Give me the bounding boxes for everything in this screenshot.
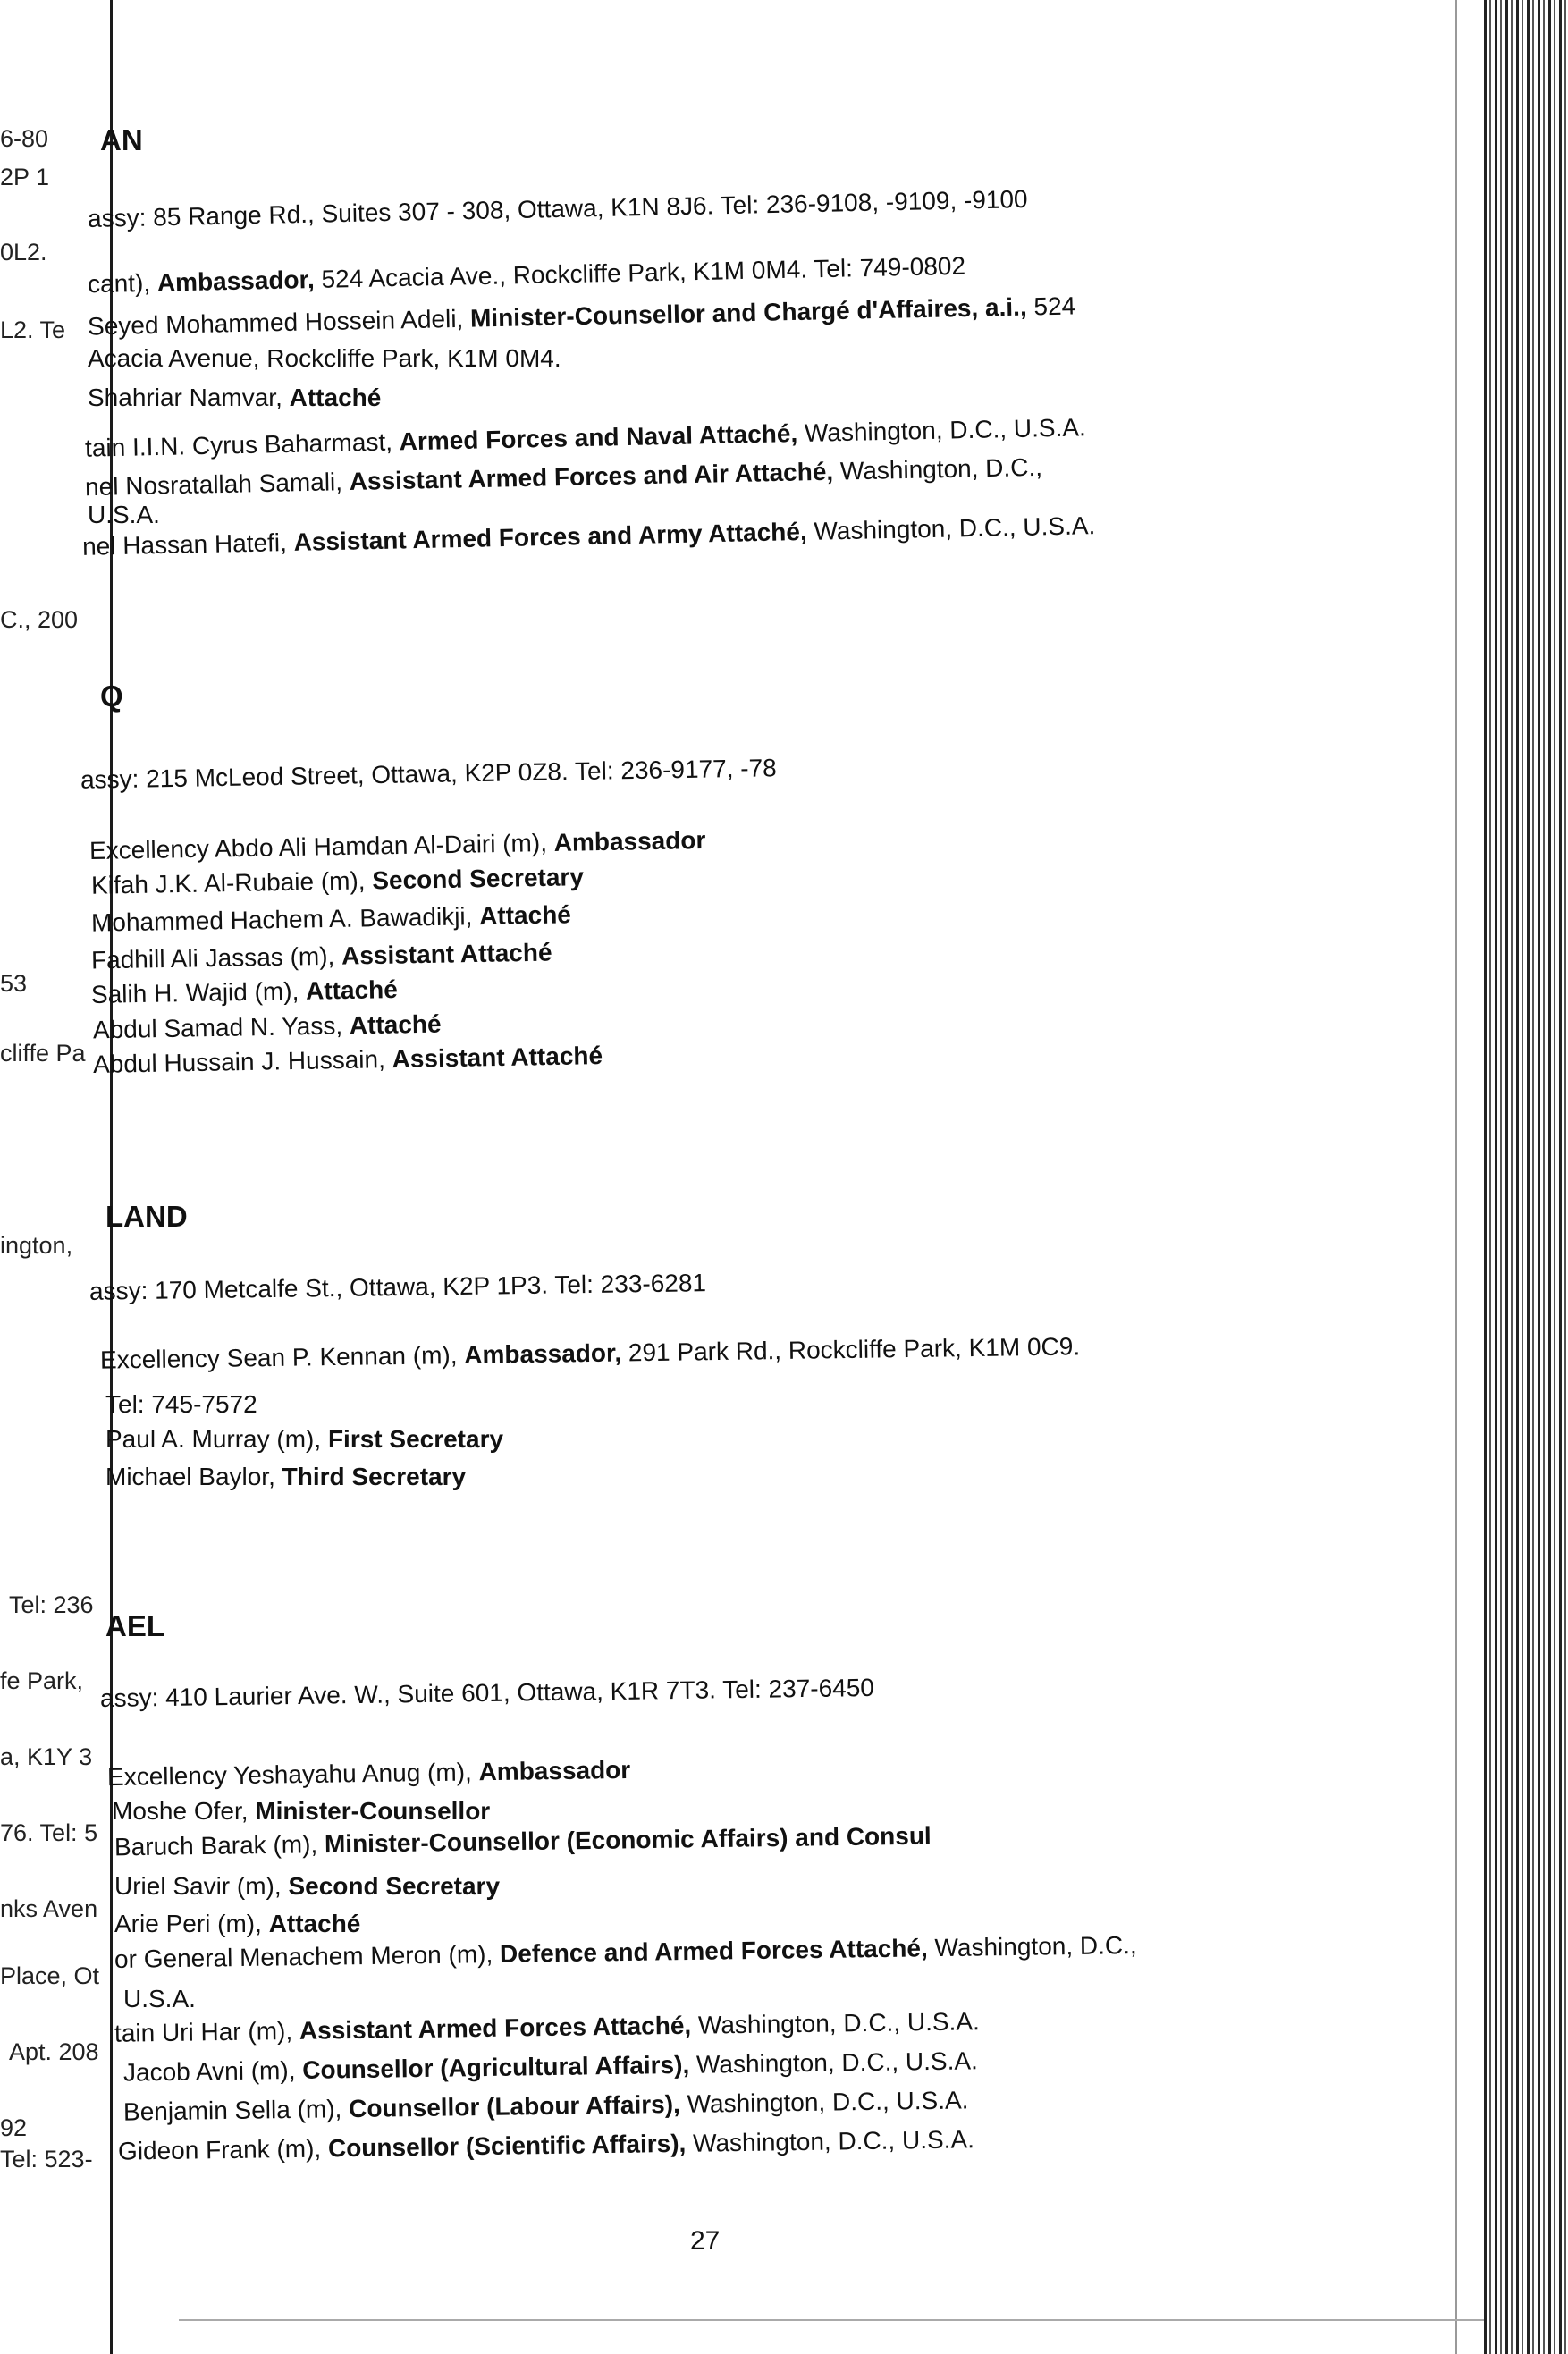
staff-entry: Salih H. Wajid (m), Attaché xyxy=(90,975,399,1008)
staff-entry: U.S.A. xyxy=(88,501,160,528)
embassy-address: assy: 170 Metcalfe St., Ottawa, K2P 1P3. Tel: 233-6281 xyxy=(89,1269,707,1305)
staff-entry: Uriel Savir (m), Second Secretary xyxy=(114,1872,501,1900)
left-fragment: fe Park, xyxy=(0,1667,84,1694)
staff-entry: Shahriar Namvar, Attaché xyxy=(88,384,382,411)
country-heading: LAND xyxy=(105,1200,188,1233)
page-edge-line xyxy=(1455,0,1457,2354)
staff-entry: Excellency Sean P. Kennan (m), Ambassador, 291 Park Rd., Rockcliffe Park, K1M 0C9. xyxy=(99,1332,1081,1374)
country-heading: AN xyxy=(100,123,143,156)
left-fragment: Apt. 208 xyxy=(9,2038,99,2065)
staff-entry: tain I.I.N. Cyrus Baharmast, Armed Forces and Naval Attaché, Washington, D.C., U.S.A. xyxy=(84,413,1087,462)
staff-entry: Mohammed Hachem A. Bawadikji, Attaché xyxy=(90,900,572,937)
left-fragment: C., 200 xyxy=(0,606,79,633)
staff-entry: or General Menachem Meron (m), Defence and Armed Forces Attaché, Washington, D.C., xyxy=(114,1931,1137,1973)
page-bottom-edge xyxy=(179,2319,1484,2321)
left-fragment: 76. Tel: 5 xyxy=(0,1819,98,1846)
left-fragment: 53 xyxy=(0,970,28,997)
staff-entry: Benjamin Sella (m), Counsellor (Labour Affairs), Washington, D.C., U.S.A. xyxy=(122,2086,969,2126)
left-fragment: 2P 1 xyxy=(0,164,50,190)
left-fragment: 92 xyxy=(0,2114,28,2141)
staff-entry: Seyed Mohammed Hossein Adeli, Minister-Counsellor and Chargé d'Affaires, a.i., 524 xyxy=(87,291,1076,341)
staff-entry: Paul A. Murray (m), First Secretary xyxy=(105,1425,504,1453)
left-fragment: nks Aven xyxy=(0,1895,98,1922)
staff-entry: Jacob Avni (m), Counsellor (Agricultural Affairs), Washington, D.C., U.S.A. xyxy=(122,2046,979,2087)
left-fragment: cliffe Pa xyxy=(0,1040,86,1067)
staff-entry: Acacia Avenue, Rockcliffe Park, K1M 0M4. xyxy=(88,344,561,372)
staff-entry: Excellency Yeshayahu Anug (m), Ambassador xyxy=(106,1755,631,1792)
staff-entry: nel Hassan Hatefi, Assistant Armed Forces and Army Attaché, Washington, D.C., U.S.A. xyxy=(81,511,1096,561)
staff-entry: nel Nosratallah Samali, Assistant Armed Forces and Air Attaché, Washington, D.C., xyxy=(84,452,1043,502)
staff-entry: Arie Peri (m), Attaché xyxy=(114,1910,361,1937)
page-number: 27 xyxy=(690,2226,721,2256)
left-fragment: Tel: 236 xyxy=(9,1591,94,1618)
staff-entry: Michael Baylor, Third Secretary xyxy=(105,1463,467,1490)
staff-entry: Abdul Samad N. Yass, Attaché xyxy=(92,1009,442,1044)
left-fragment: a, K1Y 3 xyxy=(0,1743,93,1770)
embassy-address: assy: 215 McLeod Street, Ottawa, K2P 0Z8. Tel: 236-9177, -78 xyxy=(80,754,777,794)
page-stack-edges xyxy=(1484,0,1568,2354)
embassy-address: assy: 410 Laurier Ave. W., Suite 601, Ottawa, K1R 7T3. Tel: 237-6450 xyxy=(99,1673,875,1713)
left-fragment: 0L2. xyxy=(0,239,47,266)
left-fragment: Place, Ot xyxy=(0,1962,100,1989)
country-heading: Q xyxy=(100,679,123,713)
left-fragment: L2. Te xyxy=(0,316,66,343)
staff-entry: Excellency Abdo Ali Hamdan Al-Dairi (m), Ambassador xyxy=(89,825,706,865)
staff-entry: Gideon Frank (m), Counsellor (Scientific Affairs), Washington, D.C., U.S.A. xyxy=(117,2125,975,2165)
staff-entry: Moshe Ofer, Minister-Counsellor xyxy=(112,1797,491,1825)
country-heading: AEL xyxy=(105,1609,164,1642)
staff-entry: tain Uri Har (m), Assistant Armed Forces Attaché, Washington, D.C., U.S.A. xyxy=(114,2007,980,2047)
staff-entry: cant), Ambassador, 524 Acacia Ave., Rockcliffe Park, K1M 0M4. Tel: 749-0802 xyxy=(87,251,966,299)
left-fragment: ington, xyxy=(0,1232,73,1259)
embassy-address: assy: 85 Range Rd., Suites 307 - 308, Ottawa, K1N 8J6. Tel: 236-9108, -9109, -9100 xyxy=(87,184,1028,233)
left-fragment: Tel: 523- xyxy=(0,2146,93,2173)
left-fragment: 6-80 xyxy=(0,125,49,152)
staff-entry: Fadhill Ali Jassas (m), Assistant Attaché xyxy=(90,938,552,975)
staff-entry: U.S.A. xyxy=(123,1985,196,2012)
staff-entry: Kifah J.K. Al-Rubaie (m), Second Secretary xyxy=(90,863,585,899)
staff-entry: Tel: 745-7572 xyxy=(105,1390,257,1418)
staff-entry: Baruch Barak (m), Minister-Counsellor (Economic Affairs) and Consul xyxy=(114,1821,932,1861)
staff-entry: Abdul Hussain J. Hussain, Assistant Attaché xyxy=(92,1042,603,1078)
